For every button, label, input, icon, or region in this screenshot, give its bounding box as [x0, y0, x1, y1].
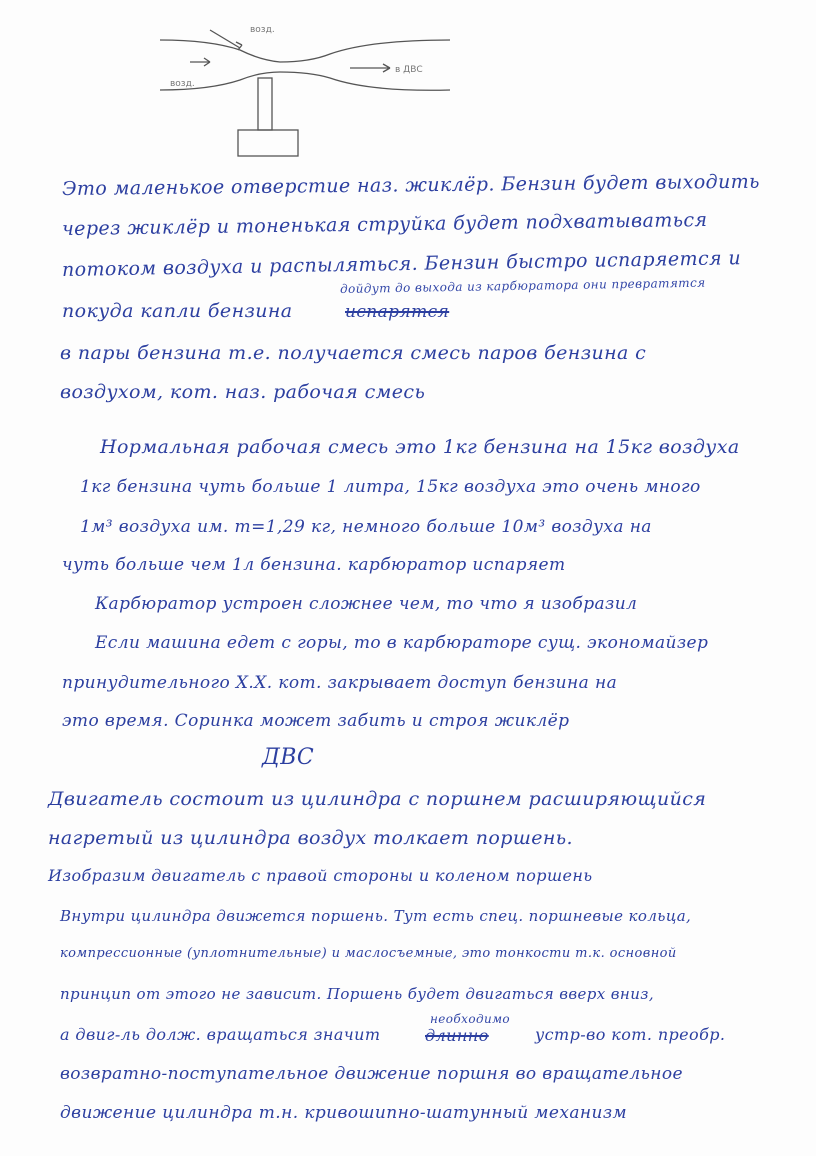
- struck-text: длинно: [425, 1026, 489, 1045]
- text-line: через жиклёр и тоненькая струйка будет подхватываться: [61, 208, 708, 240]
- text-line: принцип от этого не зависит. Поршень будет двигаться вверх вниз,: [60, 985, 655, 1003]
- sketch-label-left: возд.: [170, 79, 195, 89]
- text-line: 1м³ воздуха им. m=1,29 кг, немного больше 10м³ воздуха на: [80, 517, 652, 537]
- text-line: а двиг-ль долж. вращаться значит: [60, 1025, 381, 1044]
- sketch-label-top: возд.: [250, 25, 275, 35]
- text-line: Внутри цилиндра движется поршень. Тут есть спец. поршневые кольца,: [60, 907, 692, 925]
- text-line: устр-во кот. преобр.: [535, 1025, 726, 1044]
- text-line: 1кг бензина чуть больше 1 литра, 15кг воздуха это очень много: [80, 477, 701, 497]
- text-line: потоком воздуха и распыляться. Бензин быстро испаряется и: [61, 247, 742, 281]
- inserted-text: дойдут до выхода из карбюратора они превратятся: [339, 275, 706, 296]
- carburetor-sketch: [150, 10, 470, 160]
- section-heading: ДВС: [262, 745, 315, 770]
- text-line: нагретый из цилиндра воздух толкает поршень.: [48, 827, 573, 849]
- text-line: Изобразим двигатель с правой стороны и коленом поршень: [48, 866, 593, 885]
- text-line: принудительного Х.Х. кот. закрывает доступ бензина на: [62, 673, 618, 693]
- text-line: покуда капли бензина: [62, 300, 293, 322]
- text-line: Карбюратор устроен сложнее чем, то что я изобразил: [95, 594, 638, 614]
- text-line: в пары бензина т.е. получается смесь паров бензина с: [60, 342, 647, 364]
- inserted-text: необходимо: [430, 1012, 511, 1026]
- text-line: Если машина едет с горы, то в карбюраторе сущ. экономайзер: [95, 633, 709, 653]
- text-line: возвратно-поступательное движение поршня во вращательное: [60, 1064, 683, 1084]
- text-line: чуть больше чем 1л бензина. карбюратор испаряет: [62, 555, 566, 575]
- text-line: компрессионные (уплотнительные) и маслосъемные, это тонкости т.к. основной: [60, 946, 677, 961]
- text-line: Это маленькое отверстие наз. жиклёр. Бензин будет выходить: [61, 170, 760, 200]
- text-line: Нормальная рабочая смесь это 1кг бензина на 15кг воздуха: [100, 436, 740, 458]
- struck-text: испарятся: [345, 302, 450, 322]
- text-line: это время. Соринка может забить и строя жиклёр: [62, 711, 570, 731]
- text-line: воздухом, кот. наз. рабочая смесь: [60, 381, 426, 403]
- text-line: движение цилиндра т.н. кривошипно-шатунный механизм: [60, 1103, 628, 1123]
- sketch-label-arrow: в ДВС: [395, 65, 423, 75]
- text-line: Двигатель состоит из цилиндра с поршнем расширяющийся: [48, 788, 707, 810]
